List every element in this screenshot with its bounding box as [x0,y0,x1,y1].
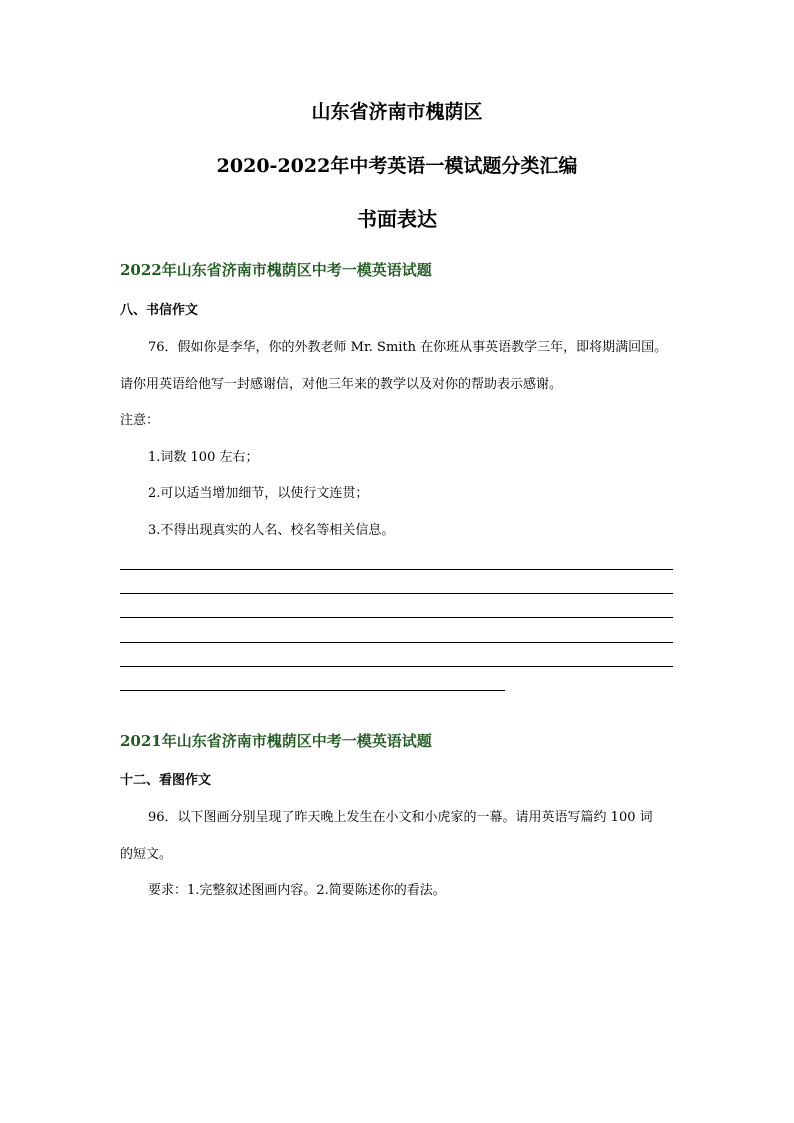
section-subheading-picture: 十二、看图作文 [120,773,212,788]
doc-title-subject: 2020-2022年中考英语一模试题分类汇编 [216,155,578,177]
note-item-1: 1.词数 100 左右； [148,450,259,465]
question-96-line2: 的短文。 [120,847,173,862]
question-76-line2: 请你用英语给他写一封感谢信，对他三年来的教学以及对你的帮助表示感谢。 [120,377,563,392]
note-item-3: 3.不得出现真实的人名、校名等相关信息。 [148,523,395,538]
answer-line[interactable] [120,569,673,570]
answer-line-short[interactable] [120,690,505,691]
requirements: 要求：1.完整叙述图画内容。2.简要陈述你的看法。 [148,883,446,898]
doc-title-topic: 书面表达 [357,207,437,231]
note-item-2: 2.可以适当增加细节，以使行文连贯； [148,486,369,501]
answer-line[interactable] [120,666,673,667]
section-heading-2021: 2021年山东省济南市槐荫区中考一模英语试题 [120,732,432,750]
question-96-line1: 96．以下图画分别呈现了昨天晚上发生在小文和小虎家的一幕。请用英语写篇约 100 词 [148,810,653,825]
section-heading-2022: 2022年山东省济南市槐荫区中考一模英语试题 [120,261,432,279]
section-subheading-letter: 八、书信作文 [120,303,199,318]
note-label: 注意： [120,413,160,428]
answer-line[interactable] [120,617,673,618]
answer-line[interactable] [120,593,673,594]
question-76-line1: 76．假如你是李华，你的外教老师 Mr. Smith 在你班从事英语教学三年，即将期满回国。 [148,340,668,355]
answer-line[interactable] [120,642,673,643]
doc-title-region: 山东省济南市槐荫区 [311,101,483,123]
